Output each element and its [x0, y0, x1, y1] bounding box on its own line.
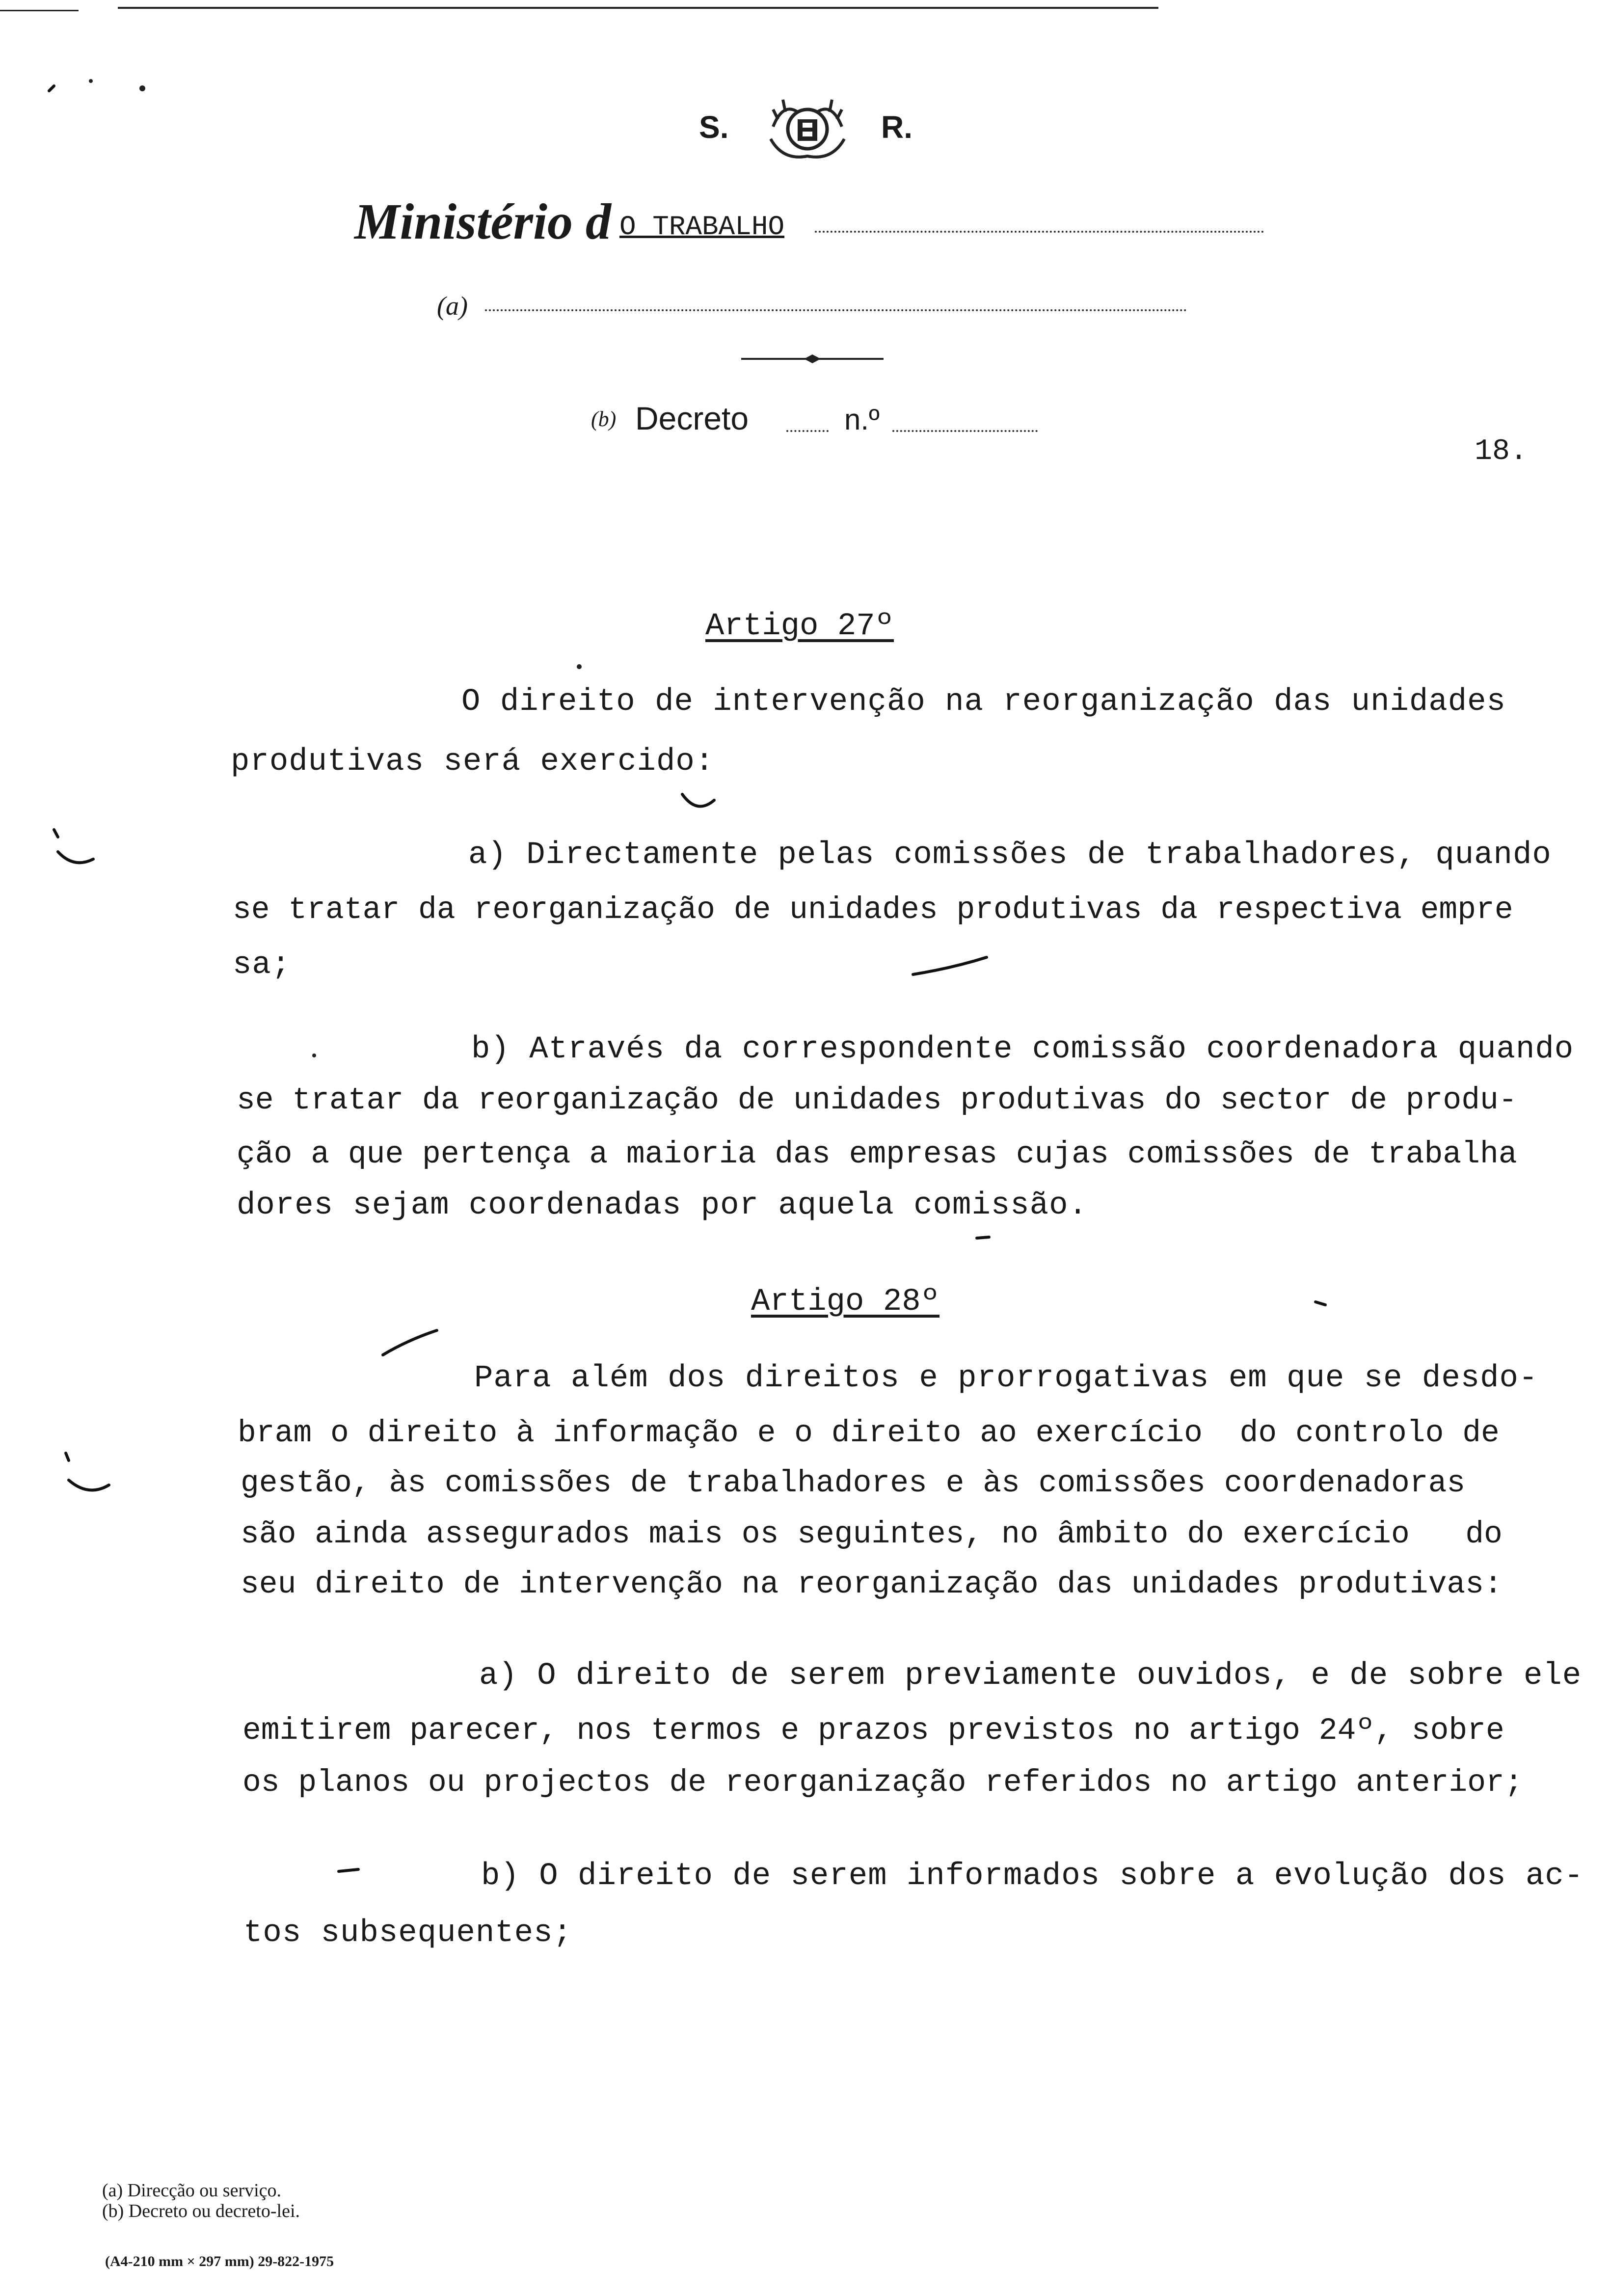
- article-27-b-line-1: b) Através da correspondente comissão coordenadora quando: [471, 1032, 1574, 1067]
- article-27-a-line-3: sa;: [233, 947, 291, 983]
- header-letter-r: R.: [881, 109, 912, 145]
- article-28-b-line-1: b) O direito de serem informados sobre a evolução dos ac-: [481, 1859, 1584, 1894]
- decreto-marker: (b): [591, 407, 617, 431]
- article-28-p1-line-4: são ainda assegurados mais os seguintes, no âmbito do exercício do: [241, 1517, 1503, 1552]
- article-27-b-line-3: ção a que pertença a maioria das empresas cujas comissões de trabalha: [237, 1137, 1517, 1172]
- article-27-p1-line-1: O direito de intervenção na reorganização das unidades: [461, 684, 1506, 720]
- article-28-a-line-1: a) O direito de serem previamente ouvidos, e de sobre ele: [479, 1658, 1582, 1694]
- decreto-dotted-line: [786, 430, 829, 432]
- article-27-p1-line-2: produtivas será exercido:: [231, 744, 715, 780]
- article-28-heading: Artigo 28º: [751, 1284, 940, 1320]
- header-letter-s: S.: [699, 109, 729, 145]
- article-28-a-line-3: os planos ou projectos de reorganização referidos no artigo anterior;: [242, 1765, 1523, 1800]
- ministry-fill: O TRABALHO: [619, 211, 785, 243]
- page-number: 18.: [1475, 435, 1528, 468]
- ministry-dotted-line: [815, 231, 1264, 233]
- numero-label: n.º: [844, 403, 880, 436]
- article-28-p1-line-3: gestão, às comissões de trabalhadores e às comissões coordenadoras: [241, 1466, 1466, 1501]
- top-rule: [118, 7, 1158, 9]
- decreto-label: Decreto: [635, 400, 749, 436]
- article-27-a-line-1: a) Directamente pelas comissões de trabalhadores, quando: [468, 837, 1552, 873]
- article-27-a-line-2: se tratar da reorganização de unidades produtivas da respectiva empre: [233, 892, 1513, 927]
- article-28-p1-line-5: seu direito de intervenção na reorganização das unidades produtivas:: [241, 1567, 1503, 1602]
- numero-dotted-line: [892, 430, 1038, 432]
- article-27-b-line-2: se tratar da reorganização de unidades produtivas do sector de produ-: [237, 1083, 1517, 1118]
- article-27-heading: Artigo 27º: [705, 609, 894, 644]
- article-28-p1-line-2: bram o direito à informação e o direito ao exercício do controlo de: [238, 1416, 1500, 1451]
- ministry-title: Ministério d: [354, 193, 611, 250]
- top-rule-left: [0, 10, 79, 11]
- footnote-a: (a) Direcção ou serviço.: [102, 2180, 282, 2201]
- article-28-p1-line-1: Para além dos direitos e prorrogativas em que se desdo-: [474, 1361, 1538, 1396]
- article-28-a-line-2: emitirem parecer, nos termos e prazos previstos no artigo 24º, sobre: [242, 1713, 1504, 1748]
- ornament-divider: [741, 351, 884, 366]
- coat-of-arms-icon: [763, 92, 852, 166]
- article-28-b-line-2: tos subsequentes;: [243, 1916, 572, 1951]
- article-27-b-line-4: dores sejam coordenadas por aquela comissão.: [237, 1188, 1088, 1223]
- form-code: (A4-210 mm × 297 mm) 29-822-1975: [105, 2253, 334, 2269]
- field-a-label: (a): [437, 291, 468, 321]
- footnote-b: (b) Decreto ou decreto-lei.: [102, 2201, 300, 2221]
- field-a-dotted-line: [485, 309, 1187, 311]
